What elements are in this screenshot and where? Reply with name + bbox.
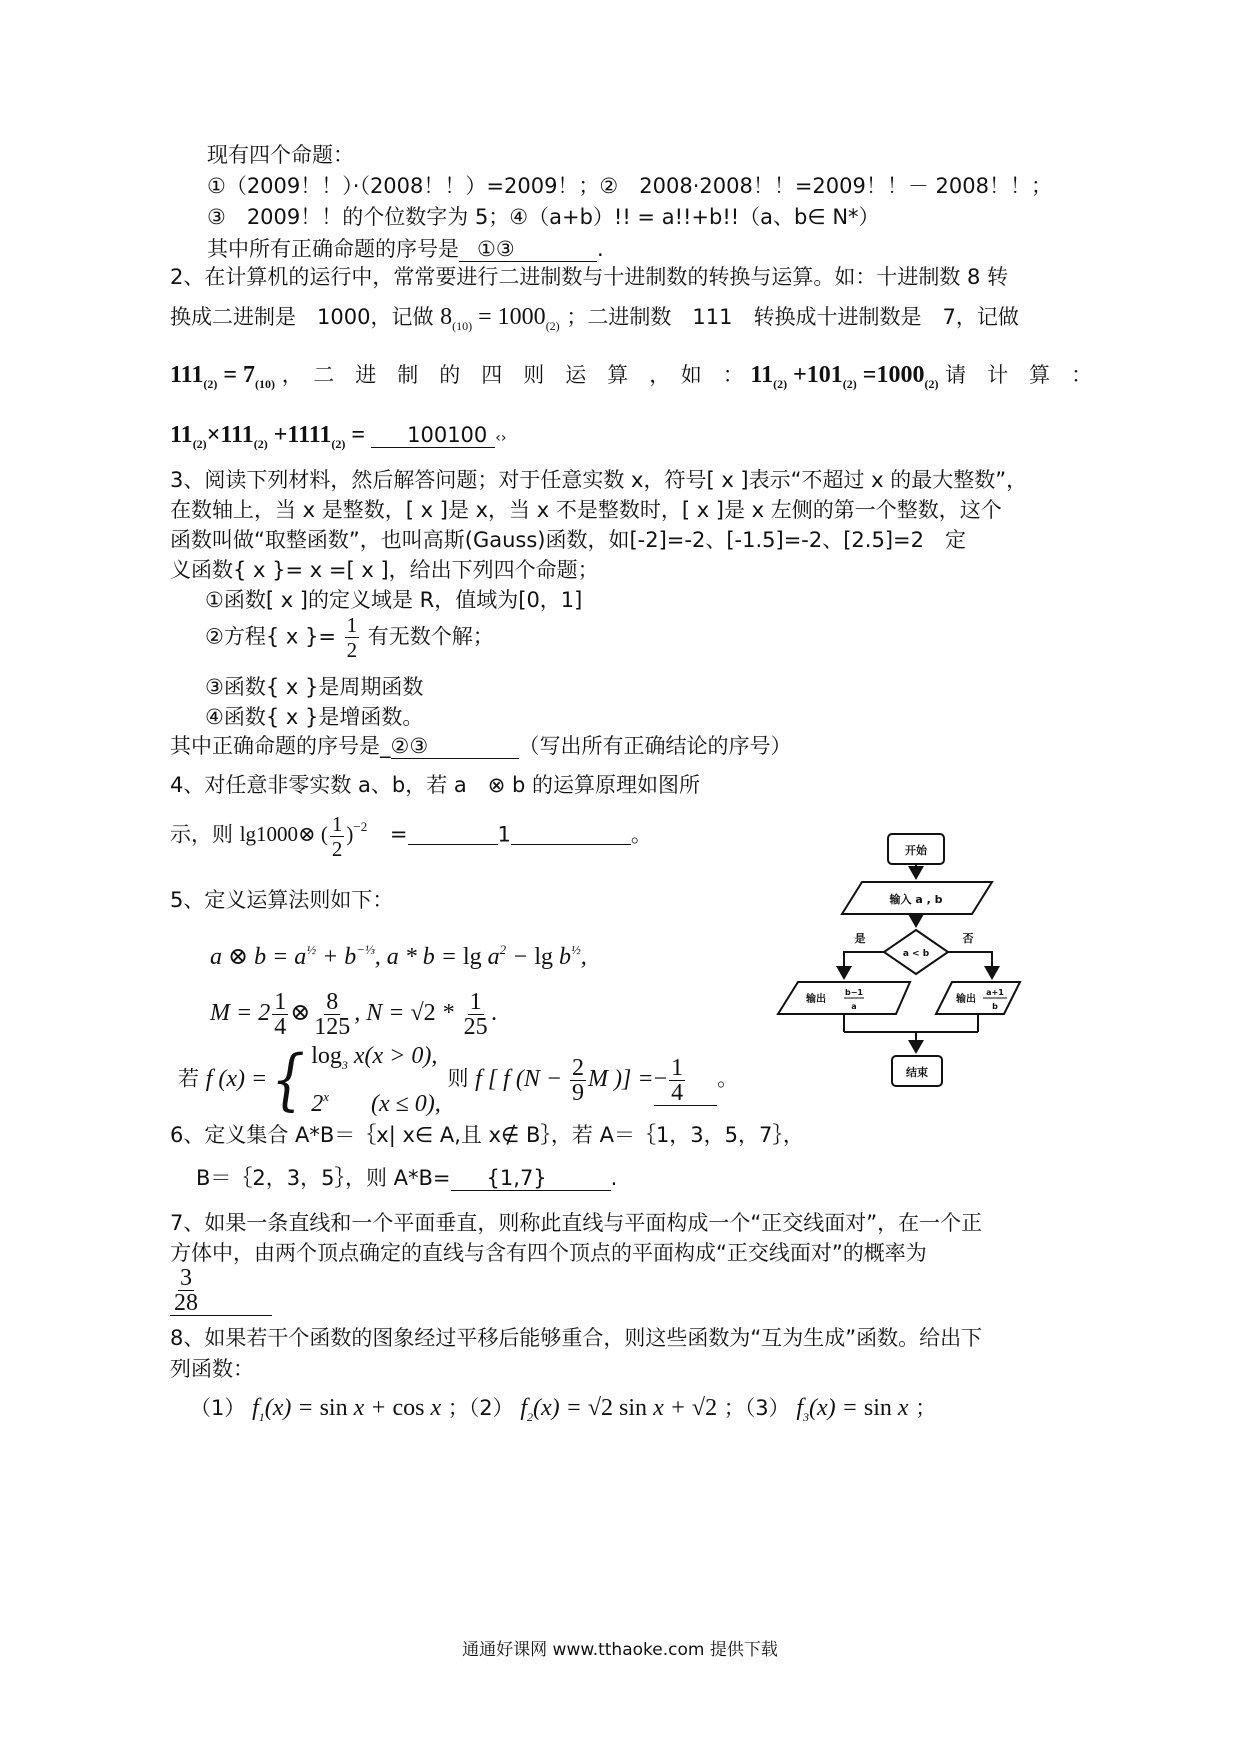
- q2-line-1: 2、在计算机的运行中，常常要进行二进制数与十进制数的转换与运算。如：十进制数 8 转: [170, 265, 1009, 289]
- q3-proposition-2-pre: ②方程{ x }=: [205, 624, 336, 649]
- q4-expression: lg1000⊗ ( $\frac{1}{2}$ )$^{-2}$: [239, 812, 368, 861]
- q3-ask: 其中正确命题的序号是_: [170, 734, 391, 758]
- q3-proposition-1: ①函数[ x ]的定义域是 R，值域为[0，1]: [205, 588, 583, 612]
- flow-output-left-den: a: [851, 1002, 857, 1011]
- q8-line-1: 8、如果若干个函数的图象经过平移后能够重合，则这些函数为“互为生成”函数。给出下: [170, 1326, 983, 1350]
- q3-line-2: 在数轴上，当 x 是整数，[ x ]是 x，当 x 不是整数时，[ x ]是 x 左侧的第一个整数，这个: [170, 498, 1002, 522]
- q3-note: （写出所有正确结论的序号）: [518, 734, 792, 758]
- q2-answer: 100100: [371, 423, 495, 448]
- q6-line-2: [196, 1163, 617, 1193]
- q4-end: 。: [630, 822, 652, 847]
- q8-function-1: $f_1(x) = \sin x + \cos x$: [252, 1395, 442, 1424]
- q8-line-2: 列函数：: [170, 1357, 254, 1381]
- q2-line-2-rest: ；二进制数 111 转换成十进制数是 7，记做: [566, 305, 1019, 329]
- q5-definition-2: M = 2 $\frac{1}{4}$ ⊗ $\frac{8}{125}$ , N = √2 * $\frac{1}{25}$ .: [210, 989, 498, 1040]
- q8-function-3: $f_3(x) = \sin x$: [796, 1395, 909, 1424]
- q2-line-3-end: 请 计 算 ：: [945, 363, 1093, 387]
- q5-answer: 4: [671, 1079, 684, 1106]
- flow-output-left-num: b−1: [845, 988, 863, 997]
- q5-piecewise-function: f (x) ={ $\log_3 x(x > 0)$, 2$^x$ (x ≤ 0),: [205, 1041, 441, 1118]
- q2-line-2: [170, 302, 1019, 341]
- q2-formula-sum-example: $11_{(2)} +101_{(2)} =1000_{(2)}$: [750, 362, 939, 391]
- q6-answer: {1,7}: [451, 1166, 611, 1191]
- q7-answer-numerator: 3: [180, 1265, 192, 1291]
- flow-output-right-box: [936, 982, 1020, 1014]
- q1-intro: 现有四个命题：: [207, 143, 354, 167]
- flow-output-right-num: a+1: [986, 988, 1004, 997]
- q3-proposition-2: [205, 613, 494, 662]
- q5-definition-1: a ⊗ $b = a^{\frac{1}{2}} + b^{-\frac{1}{3}}$, $a * b = \lg a^2 - \lg b^{\frac{1}{2}}$,: [210, 942, 587, 970]
- flow-input-label: 输入 a , b: [889, 893, 943, 906]
- q7-answer-denominator: 28: [174, 1290, 198, 1316]
- q2-line-4: $11_{(2)}\times 111_{(2)} +1111_{(2)} = 100100$ ‹›: [170, 422, 507, 451]
- flow-yes-label: 是: [854, 932, 866, 945]
- q6-line-2-pre: B＝｛2，3，5｝，则 A*B=: [196, 1166, 451, 1190]
- q2-line-2-text: 换成二进制是 1000，记做: [170, 305, 434, 329]
- q2-line-3: [170, 360, 1092, 399]
- q3-answer: ②③: [391, 734, 519, 759]
- q2-formula-111-to-7: $111_{(2)} = 7_{(10)}$: [170, 362, 276, 391]
- q5-then: 则: [447, 1066, 469, 1091]
- q1-propositions-1: ①（2009！！）·（2008！！）=2009！；② 2008·2008！！=2009！！－ 2008！！；: [207, 174, 1052, 198]
- q2-line-3-text: ， 二 进 制 的 四 则 运 算 ， 如 ：: [281, 363, 744, 387]
- q5-end: 。: [717, 1066, 739, 1091]
- q5-line-1: 5、定义运算法则如下：: [170, 888, 394, 912]
- q3-line-1: 3、阅读下列材料，然后解答问题；对于任意实数 x，符号[ x ]表示“不超过 x 的最大整数”，: [170, 468, 1028, 492]
- q1-propositions-2: ③ 2009！！的个位数字为 5；④（a+b）!! = a!!+b!!（a、b∈ N*）: [207, 205, 880, 229]
- q3-proposition-2-post: 有无数个解；: [367, 624, 494, 649]
- q7-answer-line: [170, 1266, 272, 1316]
- q5-answer-fraction: − $\frac{1}{4}$: [654, 1056, 718, 1106]
- q1-ask: 其中所有正确命题的序号是: [207, 237, 459, 261]
- q3-line-4: 义函数{ x }= x =[ x ]，给出下列四个命题；: [170, 558, 599, 582]
- q2-formula-compute: $11_{(2)}\times 111_{(2)} +1111_{(2)}$ =: [170, 422, 372, 451]
- q5-expression: f [ f (N − $\frac{2}{9}$ M )] =: [475, 1054, 654, 1106]
- q7-line-1: 7、如果一条直线和一个平面垂直，则称此直线与平面构成一个“正交线面对”，在一个正: [170, 1211, 983, 1235]
- q4-line-1: 4、对任意非零实数 a、b，若 a ⊗ b 的运算原理如图所: [170, 773, 701, 797]
- q1-question: 其中所有正确命题的序号是 ①③ .: [207, 237, 604, 261]
- flow-end-label: 结束: [906, 1066, 928, 1079]
- flow-output-left-label: 输出: [806, 994, 826, 1005]
- q3-line-3: 函数叫做“取整函数”，也叫高斯(Gauss)函数，如[-2]=-2、[-1.5]=-2、[2.5]=2 定: [170, 528, 966, 552]
- q4-answer: 1: [497, 822, 511, 847]
- q8-functions: （1） $f_1(x) = \sin x + \cos x$ ；（2） $f_2(x) = √2$ sin x + √2 ；（3） $f_3(x) = \sin x$ ；: [190, 1395, 937, 1424]
- q7-answer: [170, 1266, 272, 1316]
- q3-proposition-3: ③函数{ x }是周期函数: [205, 675, 424, 699]
- q4-line-2: 示，则 lg1000⊗ ( $\frac{1}{2}$ )$^{-2}$ = 1 。: [170, 812, 652, 861]
- flow-no-label: 否: [962, 932, 974, 945]
- q8-function-2: $f_2(x) = √2$ sin x + √2: [520, 1395, 718, 1424]
- q3-fraction-half: $\frac{1}{2}$: [346, 613, 358, 662]
- q7-line-2: 方体中，由两个顶点确定的直线与含有四个顶点的平面构成“正交线面对”的概率为: [170, 1241, 927, 1265]
- q3-proposition-4: ④函数{ x }是增函数。: [205, 705, 424, 729]
- q5-piecewise: [178, 1040, 738, 1120]
- q4-line-2-pre: 示，则: [170, 822, 233, 847]
- flow-start-label: 开始: [905, 844, 927, 857]
- q2-formula-8-to-1000: $8_{(10)} = 1000_{(2)}$: [440, 304, 560, 333]
- q6-end: .: [610, 1166, 618, 1190]
- flow-output-right-label: 输出: [956, 994, 976, 1005]
- page-footer: 通通好课网 www.tthaoke.com 提供下载: [462, 1640, 778, 1660]
- q1-answer: ①③: [459, 237, 597, 262]
- q5-if: 若: [178, 1066, 199, 1091]
- q6-line-1: 6、定义集合 A*B＝｛x| x∈ A,且 x∉ B｝，若 A＝｛1，3，5，7｝，: [170, 1123, 804, 1147]
- q3-question: [170, 731, 792, 761]
- flow-output-right-den: b: [992, 1002, 998, 1011]
- flow-condition-label: a < b: [902, 949, 930, 959]
- operation-flowchart: [770, 828, 1030, 1098]
